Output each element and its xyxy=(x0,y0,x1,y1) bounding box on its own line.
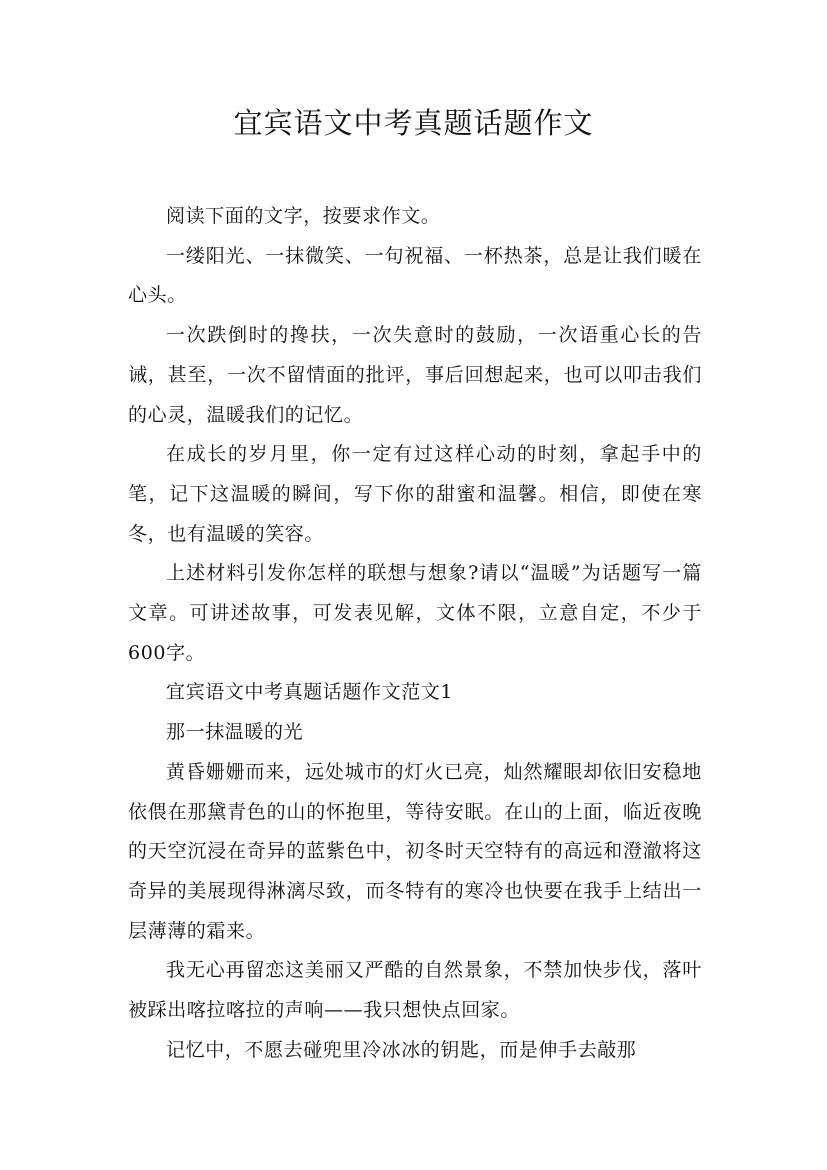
document-title: 宜宾语文中考真题话题作文 xyxy=(233,106,594,140)
paragraph-prompt-3: 在成长的岁月里，你一定有过这样心动的时刻，拿起手中的笔，记下这温暖的瞬间，写下你的甜蜜和温馨。相信，即使在寒冬，也有温暖的笑容。 xyxy=(128,443,702,545)
sample-essay-heading: 宜宾语文中考真题话题作文范文1 xyxy=(166,681,454,704)
paragraph-prompt-1: 一缕阳光、一抹微笑、一句祝福、一杯热茶，总是让我们暖在心头。 xyxy=(128,244,702,307)
essay-paragraph: 记忆中，不愿去碰兜里冷冰冰的钥匙，而是伸手去敲那 xyxy=(166,1038,637,1061)
sample-essay-title: 那一抹温暖的光 xyxy=(166,721,304,744)
paragraph-prompt-intro: 阅读下面的文字，按要求作文。 xyxy=(166,205,441,227)
paragraph-prompt-2: 一次跌倒时的搀扶，一次失意时的鼓励，一次语重心长的告诫，甚至，一次不留情面的批评，事后回想起来，也可以叩击我们的心灵，温暖我们的记忆。 xyxy=(128,324,702,426)
essay-paragraph: 黄昏姗姗而来，远处城市的灯火已亮，灿然耀眼却依旧安稳地依偎在那黛青色的山的怀抱里，等待安眠。在山的上面，临近夜晚的天空沉浸在奇异的蓝紫色中，初冬时天空特有的高远和澄澈将这奇异的美展现得淋漓尽致，而冬特有的寒冷也快要在我手上结出一层薄薄的霜来。 xyxy=(128,760,702,942)
document-body xyxy=(128,197,702,1070)
essay-paragraph: 我无心再留恋这美丽又严酷的自然景象，不禁加快步伐，落叶被踩出喀拉喀拉的声响——我只想快点回家。 xyxy=(128,959,702,1022)
paragraph-prompt-requirements: 上述材料引发你怎样的联想与想象?请以“温暖”为话题写一篇文章。可讲述故事，可发表见解，文体不限，立意自定，不少于600字。 xyxy=(128,562,702,664)
